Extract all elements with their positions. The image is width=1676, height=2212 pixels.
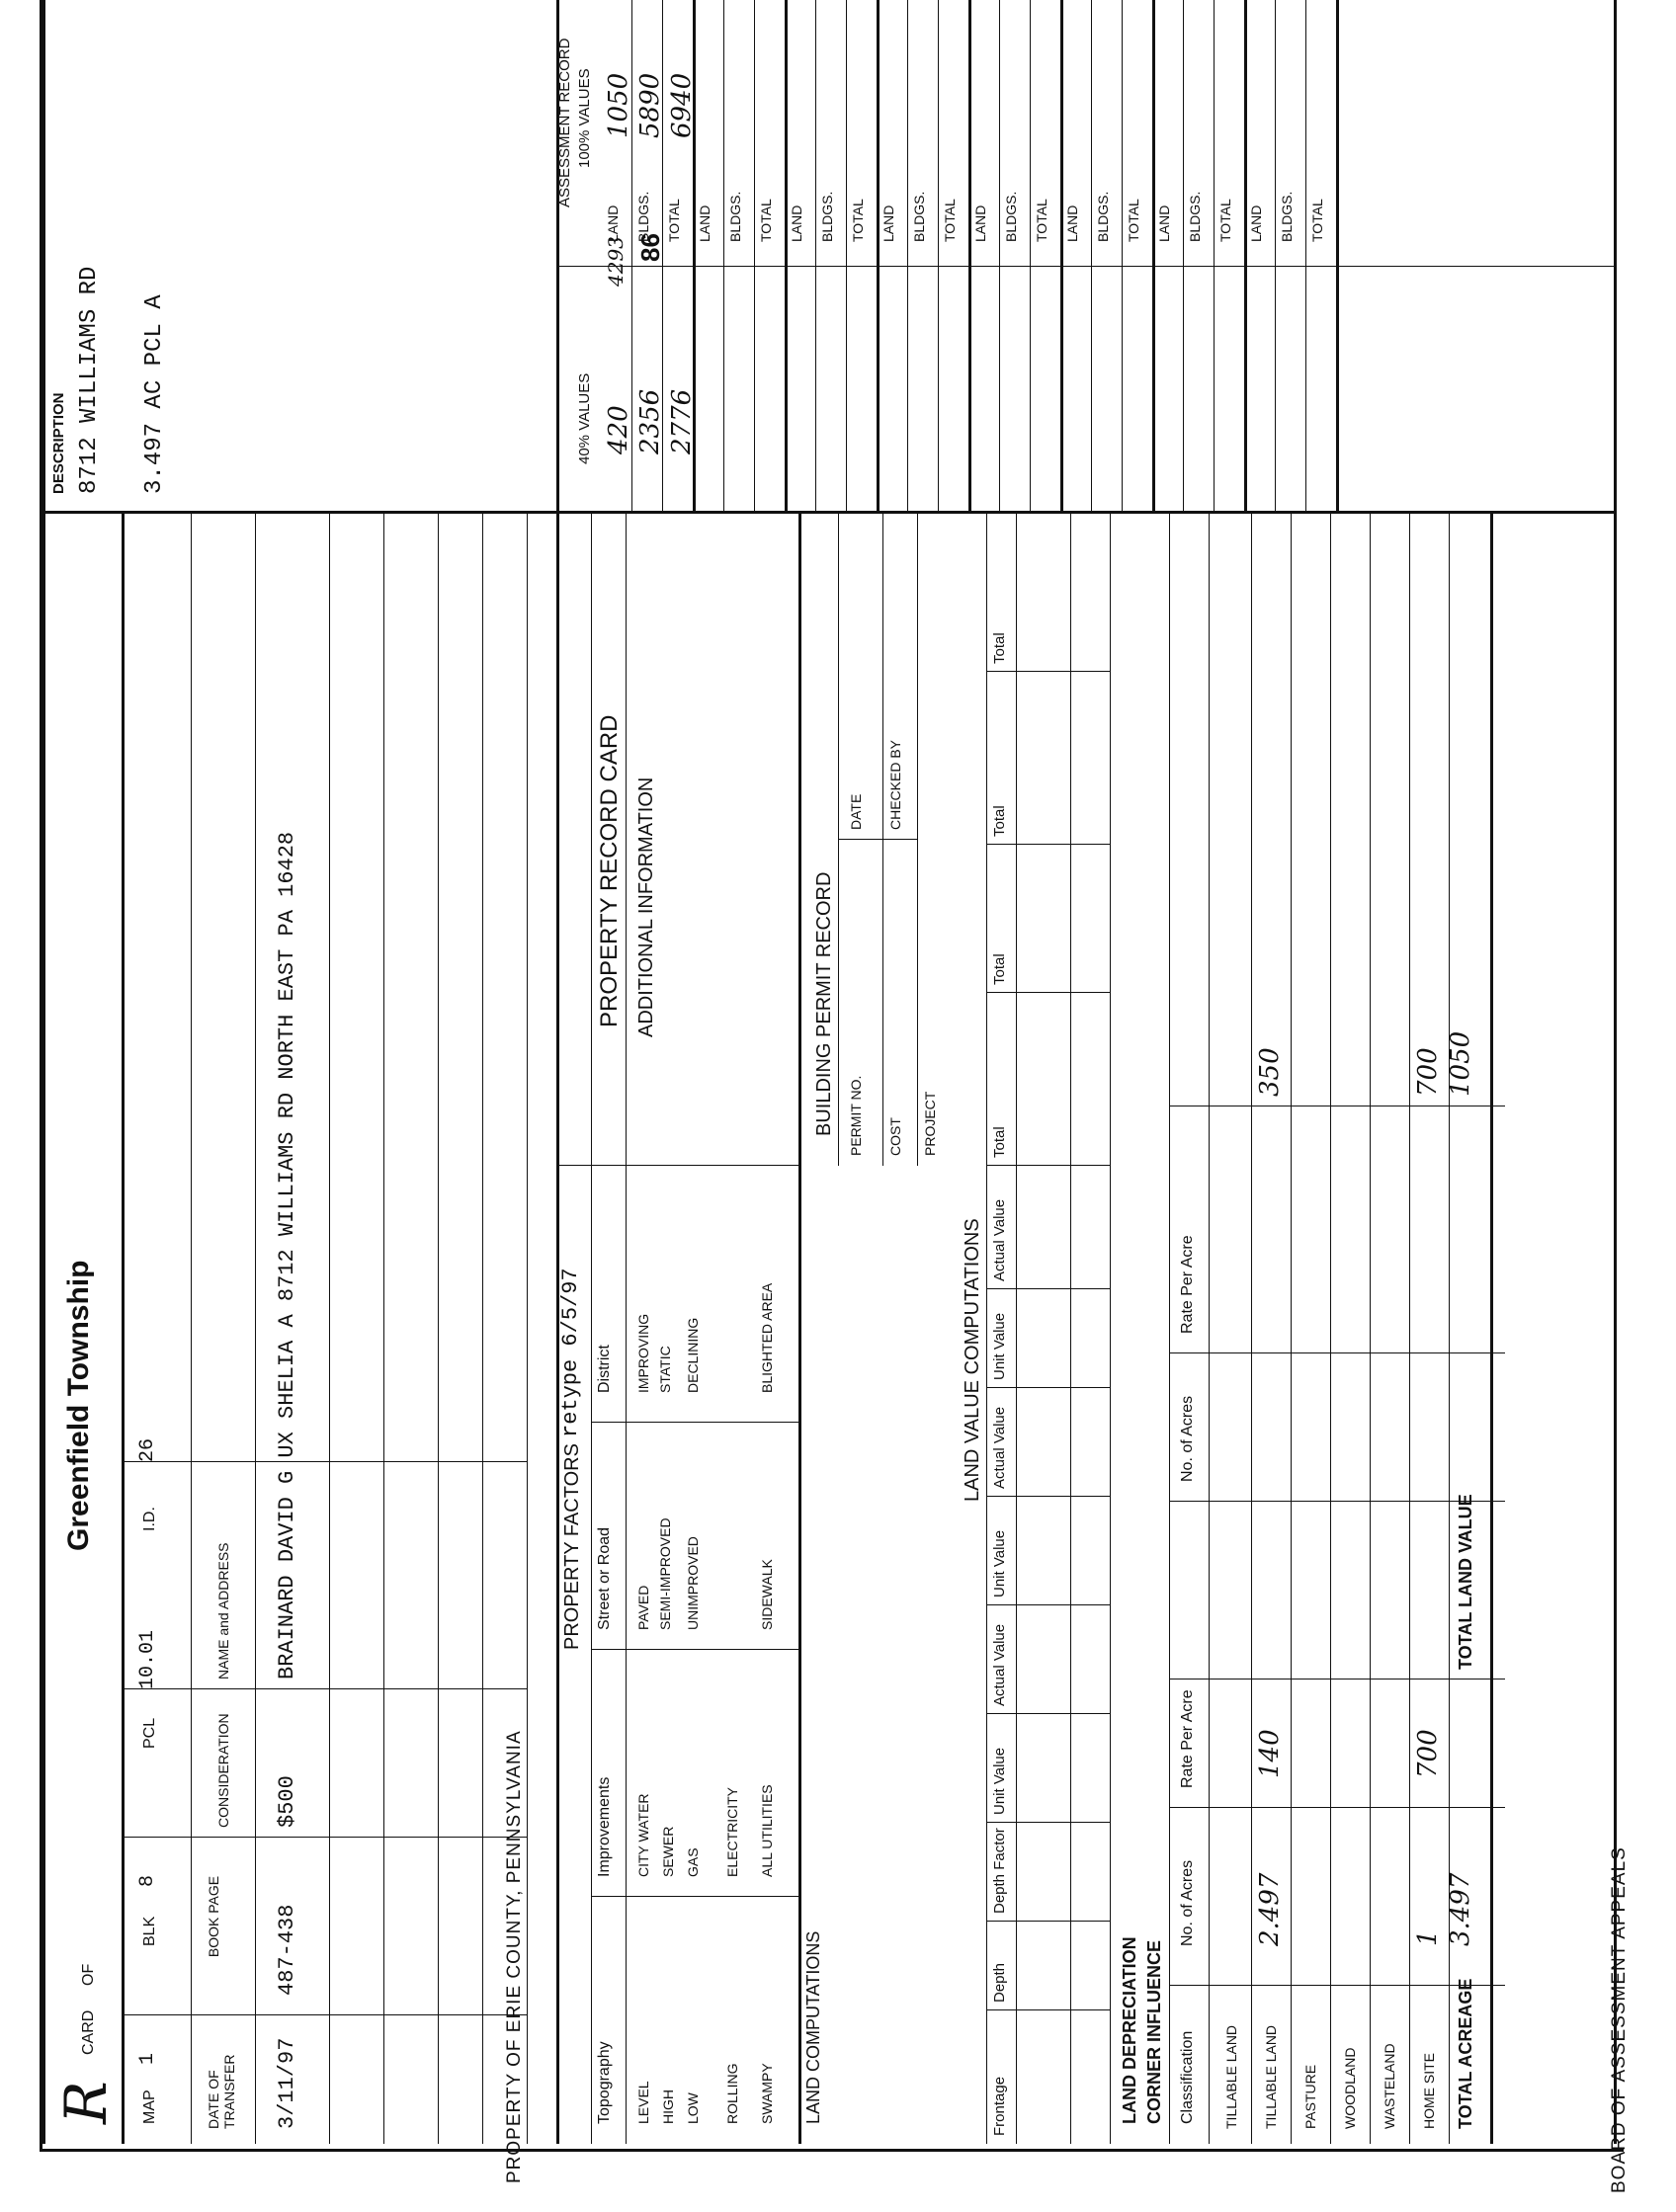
lv-column-header: Total [991,953,1008,985]
lv-line [1110,514,1111,2144]
acreage-acres: 2.497 [1255,1872,1285,1946]
value-row-label: TOTAL [758,199,774,242]
factors-col-line [591,1422,798,1423]
value-row-label: TOTAL [1034,199,1049,242]
corner-influence-label: CORNER INFLUENCE [1144,1939,1164,2124]
acreage-class: WASTELAND [1382,2043,1397,2129]
pcl-label: PCL [141,1717,158,1749]
middle-band-top [556,0,559,2144]
permit-no-label: PERMIT NO. [848,1075,864,1156]
value-row-label: TOTAL [942,199,958,242]
transfer-col-line [122,1688,527,1689]
acreage-total: 700 [1413,1047,1443,1097]
value-row-line [693,0,696,267]
factors-header-line [591,514,592,2144]
col-name-address: NAME and ADDRESS [215,1542,231,1679]
topography-item: LEVEL [635,2081,651,2124]
value-row-line [693,267,696,514]
lv-column-header: Total [991,805,1008,837]
value-row-line [1214,0,1215,267]
property-factors-note: retype 6/5/97 [558,1268,583,1437]
value-row-line [877,0,880,267]
date-label: DATE [848,793,864,830]
value-row-line [938,267,939,514]
lv-col-line [986,1496,1110,1497]
header-row-line [255,514,256,2144]
values-divider [556,511,1614,514]
value-row-line [662,0,663,267]
improvements-item: ELECTRICITY [724,1786,740,1877]
topography-item: LOW [685,2092,701,2124]
factors-col-line [591,1896,798,1897]
value-row-line [1336,267,1339,514]
totals-line [1490,514,1493,2144]
lv-col-line [986,1387,1110,1388]
value-row-label: LAND [697,205,712,242]
value-row-line [1060,0,1063,267]
value-row-line [662,267,663,514]
blk-label: BLK [141,1916,158,1946]
acreage-class: WOODLAND [1342,2047,1358,2129]
hundred-value: 1050 [604,72,633,138]
value-row-line [1030,0,1031,267]
value-row-label: LAND [1064,205,1080,242]
value-row-label: LAND [1156,205,1172,242]
transfer-col-line [122,1837,527,1838]
col-improvements: Improvements [596,1776,613,1877]
hundred-value: 5890 [635,72,665,138]
lv-column-header: Actual Value [991,1623,1008,1706]
topography-item: ROLLING [724,2063,740,2124]
topography-item: HIGH [660,2089,676,2124]
improvements-item: ALL UTILITIES [759,1784,775,1877]
value-row-line [1244,267,1247,514]
value-row-line [723,267,724,514]
value-row-label: TOTAL [1309,199,1325,242]
permit-line [917,514,918,1166]
col-rate: Rate Per Acre [1179,1689,1196,1788]
value-row-label: LAND [789,205,804,242]
acreage-class: HOME SITE [1421,2052,1437,2129]
value-row-line [1275,267,1276,514]
acreage-row-line [1370,514,1371,2144]
frame-top [42,0,45,2144]
lv-column-header: Actual Value [991,1406,1008,1489]
value-row-line [999,267,1000,514]
forty-value: 2356 [635,388,665,454]
lv-col-line [986,671,1110,672]
value-row-line [877,267,880,514]
id-value: 26 [136,1437,159,1462]
record-card-title: PROPERTY RECORD CARD [596,714,623,1027]
total-land-value-label: TOTAL LAND VALUE [1456,1494,1475,1670]
district-item: DECLINING [685,1317,701,1393]
acreage-total: 350 [1255,1047,1285,1097]
forty-value: 420 [604,405,633,454]
lv-column-header: Unit Value [991,1529,1008,1598]
topography-item: SWAMPY [759,2063,775,2124]
street-item: PAVED [635,1585,651,1630]
acreage-class: TILLABLE LAND [1223,2024,1239,2129]
permit-line [838,514,839,1166]
lv-column-header: Total [991,632,1008,664]
description-line1: 8712 WILLIAMS RD [76,266,103,494]
lv-col-line [986,1822,1110,1823]
transfer-date: 3/11/97 [275,2037,299,2129]
value-row-line [1305,267,1306,514]
value-row-line [846,267,847,514]
header-row-line [122,514,125,2144]
project-label: PROJECT [922,1091,938,1156]
lv-line [1016,514,1017,2144]
improvements-item: SEWER [660,1826,676,1877]
value-row-line [785,0,788,267]
permit-col-line [838,839,917,840]
factors-subheader-line [626,514,627,2144]
transfer-col-line [122,2014,527,2015]
lv-column-header: Depth [991,1962,1008,2003]
header-row-line [527,514,528,2144]
map-label: MAP [141,2089,158,2124]
lv-column-header: Frontage [991,2076,1008,2136]
value-row-label: LAND [605,205,621,242]
value-row-label: BLDGS. [1003,191,1019,242]
value-row-line [968,267,971,514]
value-row-line [1305,0,1306,267]
blk-value: 8 [136,1874,159,1887]
col-street-road: Street or Road [596,1526,613,1630]
acreage-line [1209,514,1210,2144]
value-row-line [1244,0,1247,267]
lv-line [986,514,987,2144]
values-col-line [556,266,1614,267]
acreage-line [1169,514,1170,2144]
value-row-line [846,0,847,267]
footer-left: PROPERTY OF ERIE COUNTY, PENNSYLVANIA [504,1730,525,2183]
value-row-line [1091,0,1092,267]
header-row-line [482,514,483,2144]
value-row-label: LAND [972,205,988,242]
footer-right: BOARD OF ASSESSMENT APPEALS [1609,1846,1630,2193]
value-row-label: TOTAL [850,199,866,242]
transfer-col-line [122,1461,527,1462]
acreage-rate: 140 [1255,1729,1285,1778]
value-row-line [723,0,724,267]
lv-column-header: Unit Value [991,1312,1008,1380]
value-row-line [1183,0,1184,267]
transfer-name-address: BRAINARD DAVID G UX SHELIA A 8712 WILLIAMS RD NORTH EAST PA 16428 [275,831,299,1679]
value-row-line [754,0,755,267]
township-name: Greenfield Township [62,1260,95,1551]
forty-values-label: 40% VALUES [576,372,593,464]
tick-note: 4293 [604,236,628,287]
acreage-class: PASTURE [1302,2064,1318,2129]
total-land-value: 1050 [1446,1030,1475,1097]
district-item: STATIC [657,1346,673,1393]
col-acres: No. of Acres [1179,1859,1196,1946]
value-row-label: BLDGS. [1095,191,1111,242]
district-item: IMPROVING [635,1313,651,1393]
value-row-label: TOTAL [1126,199,1141,242]
lv-col-line [986,1165,1110,1166]
value-row-line [968,0,971,267]
street-item: SEMI-IMPROVED [657,1517,673,1630]
transfer-consideration: $500 [275,1775,299,1828]
street-item: UNIMPROVED [685,1536,701,1630]
card-landscape [42,0,1614,2144]
description-line2: 3.497 AC PCL A [141,294,168,494]
property-record-card [40,0,1624,2152]
value-row-line [1152,0,1155,267]
cost-label: COST [887,1117,903,1156]
checked-by-label: CHECKED BY [887,739,903,830]
header-row-line [438,514,439,2144]
col-acres-2: No. of Acres [1179,1395,1196,1482]
lv-line [1070,514,1071,2144]
value-row-line [999,0,1000,267]
total-acreage-value: 3.497 [1446,1872,1475,1946]
header-row-line [329,514,330,2144]
transfer-book-page: 487-438 [275,1904,299,1996]
acreage-rate: 700 [1413,1729,1443,1778]
factors-col-line [556,1165,798,1166]
lv-col-line [986,1604,1110,1605]
card-initial: R [52,2081,120,2124]
acreage-row-line [1330,514,1331,2144]
value-row-line [1152,267,1155,514]
permit-line [882,514,883,1166]
property-factors-title: PROPERTY FACTORS [561,1443,583,1650]
value-row-label: BLDGS. [1187,191,1203,242]
land-depreciation-label: LAND DEPRECIATION [1120,1936,1139,2124]
pcl-value: 10.01 [136,1629,159,1689]
value-row-label: LAND [1248,205,1264,242]
value-row-line [785,267,788,514]
acreage-row-line [1409,514,1410,2144]
of-label: OF [80,1963,97,1986]
lv-col-line [986,1921,1110,1922]
value-row-line [815,0,816,267]
assessment-record-label: ASSESSMENT RECORD [556,38,573,207]
value-row-label: BLDGS. [1279,191,1295,242]
col-date-transfer: DATE OF TRANSFER [206,2054,237,2129]
col-classification: Classification [1179,2030,1196,2124]
acreage-col-line [1169,1985,1505,1986]
improvements-item: GAS [685,1847,701,1877]
lv-col-line [986,844,1110,845]
value-row-line [1122,0,1123,267]
description-label: DESCRIPTION [50,392,67,494]
building-permit-title: BUILDING PERMIT RECORD [813,871,835,1136]
value-row-label: BLDGS. [819,191,835,242]
col-consideration: CONSIDERATION [215,1713,231,1828]
lv-column-header: Actual Value [991,1198,1008,1281]
lv-col-line [986,1288,1110,1289]
acreage-col-line [1169,1501,1505,1502]
value-row-label: TOTAL [666,199,682,242]
id-label: I.D. [141,1507,158,1531]
street-item: SIDEWALK [759,1559,775,1630]
header-row-line [191,514,192,2144]
value-row-label: LAND [880,205,896,242]
hundred-value: 6940 [667,72,697,138]
value-row-line [754,267,755,514]
improvements-item: CITY WATER [635,1793,651,1877]
value-row-line [631,267,632,514]
middle-band-bottom [798,514,801,2144]
col-district: District [596,1345,613,1393]
value-row-line [1183,267,1184,514]
lv-col-line [986,992,1110,993]
value-row-line [1214,267,1215,514]
col-topography: Topography [596,2041,613,2124]
value-row-line [631,0,632,267]
acreage-col-line [1169,1352,1505,1353]
acreage-class: TILLABLE LAND [1263,2024,1279,2129]
value-row-line [938,0,939,267]
acreage-row-line [1291,514,1292,2144]
value-row-line [815,267,816,514]
value-row-line [1122,267,1123,514]
acreage-col-line [1169,1807,1505,1808]
acreage-row-line [1251,514,1252,2144]
year-note: 86 [635,233,665,262]
value-row-line [1336,0,1339,267]
value-row-label: TOTAL [1217,199,1233,242]
value-row-line [1060,267,1063,514]
value-row-line [907,267,908,514]
value-row-line [1030,267,1031,514]
land-computations-label: LAND COMPUTATIONS [803,1930,823,2124]
frame-bottom [1614,0,1617,2144]
lv-column-header: Depth Factor [991,1828,1008,1914]
lv-col-line [986,2009,1110,2010]
factors-col-line [591,1649,798,1650]
hundred-values-label: 100% VALUES [576,68,593,168]
land-value-title: LAND VALUE COMPUTATIONS [962,1218,983,1502]
lv-column-header: Unit Value [991,1747,1008,1815]
value-row-label: BLDGS. [727,191,743,242]
col-book-page: BOOK PAGE [206,1875,221,1958]
forty-value: 2776 [667,388,697,454]
value-row-line [907,0,908,267]
map-value: 1 [136,2052,159,2065]
col-rate-2: Rate Per Acre [1179,1235,1196,1334]
value-row-line [1091,267,1092,514]
total-acreage-label: TOTAL ACREAGE [1456,1978,1475,2129]
lv-col-line [986,1713,1110,1714]
additional-info-label: ADDITIONAL INFORMATION [635,777,657,1037]
value-row-label: BLDGS. [635,191,651,242]
district-item: BLIGHTED AREA [759,1282,775,1393]
value-row-line [1275,0,1276,267]
card-label: CARD [80,2009,97,2055]
lv-column-header: Total [991,1126,1008,1158]
header-row-line [383,514,384,2144]
acreage-acres: 1 [1413,1929,1443,1946]
value-row-label: BLDGS. [911,191,927,242]
